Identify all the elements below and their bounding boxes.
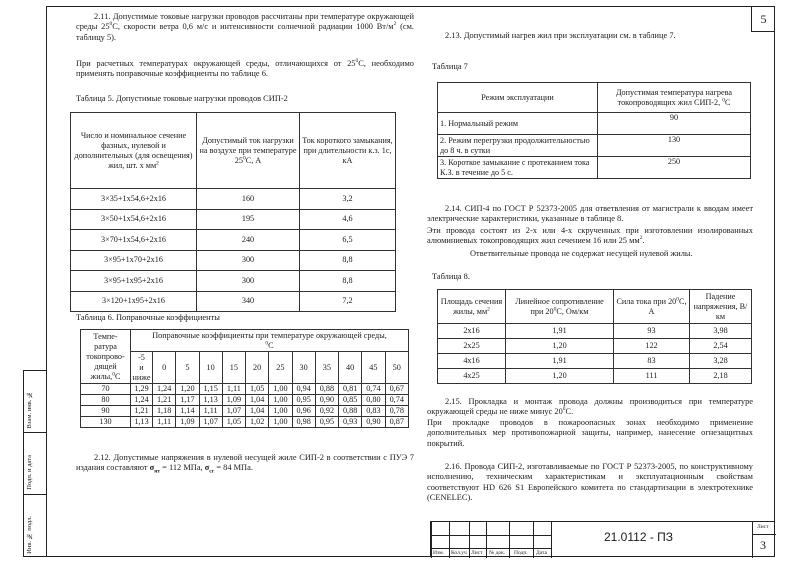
t6-cell: 1,17: [176, 395, 199, 406]
t5-cell: 3×95+1х95+2х16: [71, 271, 197, 292]
t6-cell: 1,24: [153, 384, 176, 395]
t6-cell: 1,00: [269, 384, 292, 395]
paragraph-2-11b: При расчетных температурах окружающей среды, отличающихся от $25^0С$, необходимо применять поправочные коэффициенты по таблице 6.: [76, 58, 414, 79]
table-row: [71, 189, 396, 210]
t6-header-left: Темпе- ратура токопрово- дящей жилы,$^0$С: [81, 330, 131, 384]
binding-strip: [23, 370, 46, 557]
stamp-line: [752, 534, 776, 535]
t6-cell: 1,24: [131, 395, 153, 406]
t8-header: Линейное сопротивление при $20^0С$, Ом/км: [506, 290, 614, 324]
t7-cell: 1. Нормальный режим: [438, 113, 598, 135]
t7-header: Допустимая температура нагрева токопроводящих жил СИП-2, $^0$С: [598, 83, 751, 113]
t6-cell: 1,05: [222, 417, 245, 428]
stamp-line: [431, 535, 551, 536]
t6-cell: 1,07: [199, 417, 222, 428]
t6-cell: 0,90: [315, 395, 338, 406]
paragraph-2-14: 2.14. СИП-4 по ГОСТ Р 52373-2005 для ответвления от магистрали к вводам имеет электрические характеристики, указанные в таблице 8.: [427, 204, 753, 224]
t6-cell: 1,04: [246, 395, 269, 406]
t8-cell: 3,98: [690, 324, 752, 339]
stamp-line: [469, 522, 470, 558]
t6-cell: 0,93: [339, 417, 362, 428]
t5-cell: 195: [197, 209, 300, 230]
table-row: [71, 250, 396, 271]
t6-cell: 0,87: [385, 417, 409, 428]
t6-col-header: 20: [246, 352, 269, 384]
t6-cell: 1,11: [153, 417, 176, 428]
t6-cell: 1,00: [269, 395, 292, 406]
table-row: [438, 354, 752, 369]
t8-cell: 3,28: [690, 354, 752, 369]
t5-cell: 3,2: [300, 189, 396, 210]
t6-col-header: 40: [339, 352, 362, 384]
t5-header: Ток короткого замыкания, при длительности к.з. 1с, кА: [300, 113, 396, 189]
paragraph-2-15b: При прокладке проводов в пожароопасных зонах необходимо применение дополнительных мер противопожарной защиты, например, нанесение огнезащитных покрытий.: [427, 418, 753, 448]
t8-cell: 122: [614, 339, 690, 354]
table-8: [437, 289, 752, 384]
t6-cell: 0,74: [362, 384, 385, 395]
stamp-line: [486, 522, 487, 558]
binding-label: Взам. инв. №: [26, 390, 33, 428]
stamp-line: [752, 522, 753, 558]
t6-cell: 0,90: [362, 417, 385, 428]
t5-cell: 3×120+1х95+2х16: [71, 291, 197, 312]
table-row: [81, 417, 409, 428]
table-row: [438, 157, 751, 179]
table-row: [81, 384, 409, 395]
t6-col-header-row: [81, 352, 409, 384]
t8-cell: 93: [614, 324, 690, 339]
t5-header: Допустимый ток нагрузки на воздухе при температуре $25^0С$, А: [197, 113, 300, 189]
t6-cell: 0,94: [292, 384, 315, 395]
t6-cell: 1,14: [176, 406, 199, 417]
t5-cell: 300: [197, 271, 300, 292]
t8-header: Сила тока при $20^0С$, А: [614, 290, 690, 324]
t5-cell: 6,5: [300, 230, 396, 251]
t5-cell: 300: [197, 250, 300, 271]
t5-cell: 3×35+1х54,6+2х16: [71, 189, 197, 210]
t6-col-header: 15: [222, 352, 245, 384]
table-7: [437, 82, 751, 179]
stamp-line: [449, 522, 450, 558]
table-row: [438, 135, 751, 157]
t6-col-header: 25: [269, 352, 292, 384]
t6-col-header: 35: [315, 352, 338, 384]
t8-header: Площадь сечения жилы, $мм^2$: [438, 290, 506, 324]
t6-col-header: 5: [176, 352, 199, 384]
t6-cell: 0,88: [339, 406, 362, 417]
t6-cell: 0,80: [362, 395, 385, 406]
t6-header-top: Поправочные коэффициенты при температуре окружающей среды, $^0$С: [131, 330, 409, 352]
table8-caption: Таблица 8.: [432, 272, 470, 281]
t6-cell: 1,00: [269, 417, 292, 428]
t6-cell: 0,83: [362, 406, 385, 417]
t7-cell: 130: [598, 135, 751, 157]
t8-cell: 111: [614, 369, 690, 384]
table-6: [80, 329, 409, 428]
paragraph-2-14b: Эти провода состоят из 2-х или 4-х скрученных при изготовлении изолированных алюминиевых токопроводящих жил сечением 16 или 25 $мм^2$.: [427, 226, 753, 246]
t8-cell: 83: [614, 354, 690, 369]
t6-cell: 0,67: [385, 384, 409, 395]
sheet-number: 3: [760, 538, 766, 552]
t6-cell: 1,18: [153, 406, 176, 417]
t5-cell: 8,8: [300, 250, 396, 271]
t5-cell: 7,2: [300, 291, 396, 312]
title-block: [430, 521, 775, 557]
t6-cell: 1,00: [269, 406, 292, 417]
t6-cell: 1,09: [222, 395, 245, 406]
t7-cell: 2. Режим перегрузки продолжительностью до 8 ч. в сутки: [438, 135, 598, 157]
stamp-label: Лист: [471, 550, 483, 556]
table-row: [438, 324, 752, 339]
t6-cell: 1,20: [176, 384, 199, 395]
t6-cell: 0,95: [315, 417, 338, 428]
t7-cell: 90: [598, 113, 751, 135]
t5-cell: 4,6: [300, 209, 396, 230]
t8-cell: 4х16: [438, 354, 506, 369]
t5-cell: 3×50+1х54,6+2х16: [71, 209, 197, 230]
t8-cell: 2,18: [690, 369, 752, 384]
table7-caption: Таблица 7: [432, 62, 468, 71]
t6-cell: 1,13: [199, 395, 222, 406]
t6-cell: 1,11: [199, 406, 222, 417]
t8-cell: 1,91: [506, 324, 614, 339]
stamp-line: [533, 522, 534, 558]
t5-header: Число и номинальное сечение фазных, нулевой и дополнительных (для освещения) жил, шт. х $мм^2$: [71, 113, 197, 189]
stamp-line: [509, 522, 510, 558]
t6-cell: 80: [81, 395, 131, 406]
t6-cell: 70: [81, 384, 131, 395]
t6-cell: 0,78: [385, 406, 409, 417]
t5-cell: 3×95+1х70+2х16: [71, 250, 197, 271]
stamp-line: [551, 522, 552, 558]
paragraph-2-13: 2.13. Допустимый нагрев жил при эксплуатации см. в таблице 7.: [445, 31, 676, 40]
table-row: [71, 271, 396, 292]
table-row: [438, 113, 751, 135]
t6-col-header: 30: [292, 352, 315, 384]
table-row: [81, 406, 409, 417]
t8-cell: 2,54: [690, 339, 752, 354]
t5-cell: 160: [197, 189, 300, 210]
stamp-line: [431, 522, 432, 558]
document-code: 21.0112 - ПЗ: [604, 530, 674, 544]
t6-cell: 0,81: [339, 384, 362, 395]
paragraph-2-11: 2.11. Допустимые токовые нагрузки проводов рассчитаны при температуре окружающей среды $25^0С$, скорости ветра 0,6 м/с и интенсивности солнечной радиации 1000 $Вт/м^2$ (см. таблицу 5).: [76, 12, 414, 42]
t7-header: Режим эксплуатации: [438, 83, 598, 113]
t6-cell: 1,04: [246, 406, 269, 417]
table-5: [70, 112, 396, 312]
t7-cell: 250: [598, 157, 751, 179]
t5-cell: 8,8: [300, 271, 396, 292]
t6-cell: 90: [81, 406, 131, 417]
t8-cell: 1,20: [506, 339, 614, 354]
stamp-label: Дата: [536, 550, 547, 556]
table-row: [438, 369, 752, 384]
t6-cell: 1,11: [222, 384, 245, 395]
t7-cell: 3. Короткое замыкание с протеканием тока К.З. в течение до 5 с.: [438, 157, 598, 179]
t6-cell: 0,92: [315, 406, 338, 417]
stamp-label: Подп.: [514, 550, 528, 556]
table-row: [438, 339, 752, 354]
stamp-line: [431, 548, 551, 549]
t6-cell: 0,85: [339, 395, 362, 406]
t6-cell: 1,29: [131, 384, 153, 395]
t6-cell: 1,09: [176, 417, 199, 428]
t6-cell: 0,74: [385, 395, 409, 406]
paragraph-2-14c: Ответвительные провода не содержат несущей нулевой жилы.: [470, 249, 693, 258]
stamp-label: Изм.: [433, 550, 444, 556]
t8-cell: 1,91: [506, 354, 614, 369]
t8-cell: 4х25: [438, 369, 506, 384]
top-page-number: 5: [751, 6, 775, 32]
t6-col-header: 10: [199, 352, 222, 384]
t6-cell: 1,21: [131, 406, 153, 417]
t8-cell: 2х16: [438, 324, 506, 339]
t6-cell: 1,13: [131, 417, 153, 428]
binding-cell: [24, 433, 47, 495]
t6-cell: 0,96: [292, 406, 315, 417]
table-row: [71, 291, 396, 312]
table5-caption: Таблица 5. Допустимые токовые нагрузки проводов СИП-2: [76, 94, 288, 103]
table-row: [81, 395, 409, 406]
sheet-label: Лист: [757, 524, 769, 530]
binding-cell: [24, 495, 47, 558]
t6-cell: 1,02: [246, 417, 269, 428]
t5-cell: 240: [197, 230, 300, 251]
t8-cell: 2х25: [438, 339, 506, 354]
t6-cell: 1,07: [222, 406, 245, 417]
t6-cell: 130: [81, 417, 131, 428]
stamp-label: Кол.уч: [451, 550, 467, 556]
binding-label: Инв. № подл.: [26, 516, 33, 554]
t8-cell: 1,20: [506, 369, 614, 384]
t6-cell: 0,98: [292, 417, 315, 428]
paragraph-2-16: 2.16. Провода СИП-2, изготавливаемые по ГОСТ Р 52373-2005, по конструктивному исполнению, техническим характеристикам и эксплуатационным свойствам соответствуют HD 626 S1 Европейского комитета по стандартизации в электротехнике (CENELEC).: [427, 462, 753, 502]
table-row: [71, 230, 396, 251]
table6-caption: Таблица 6. Поправочные коэффициенты: [76, 313, 220, 322]
t6-cell: 1,15: [199, 384, 222, 395]
t5-cell: 3×70+1х54,6+2х16: [71, 230, 197, 251]
t6-cell: 1,05: [246, 384, 269, 395]
paragraph-2-12: 2.12. Допустимые напряжения в нулевой несущей жиле СИП-2 в соответствии с ПУЭ 7 издания составляют $\sigma_{нт} = 112$ МПа, $\sigma_{сг} = 84$ МПа.: [76, 453, 414, 475]
table-row: [71, 209, 396, 230]
binding-cell: [24, 371, 47, 433]
t6-col-header: 50: [385, 352, 409, 384]
binding-label: Подп. и дата: [26, 455, 33, 490]
stamp-label: № док.: [489, 550, 506, 556]
t6-col-header: 45: [362, 352, 385, 384]
t8-header: Падение напряжения, В/км: [690, 290, 752, 324]
t6-cell: 1,21: [153, 395, 176, 406]
t6-col-header: -5 и ниже: [131, 352, 153, 384]
t6-col-header: 0: [153, 352, 176, 384]
paragraph-2-15: 2.15. Прокладка и монтаж провода должны производиться при температуре окружающей среды не ниже минус $20^0С$.: [427, 397, 753, 417]
t6-cell: 0,95: [292, 395, 315, 406]
t6-cell: 0,88: [315, 384, 338, 395]
t5-cell: 340: [197, 291, 300, 312]
